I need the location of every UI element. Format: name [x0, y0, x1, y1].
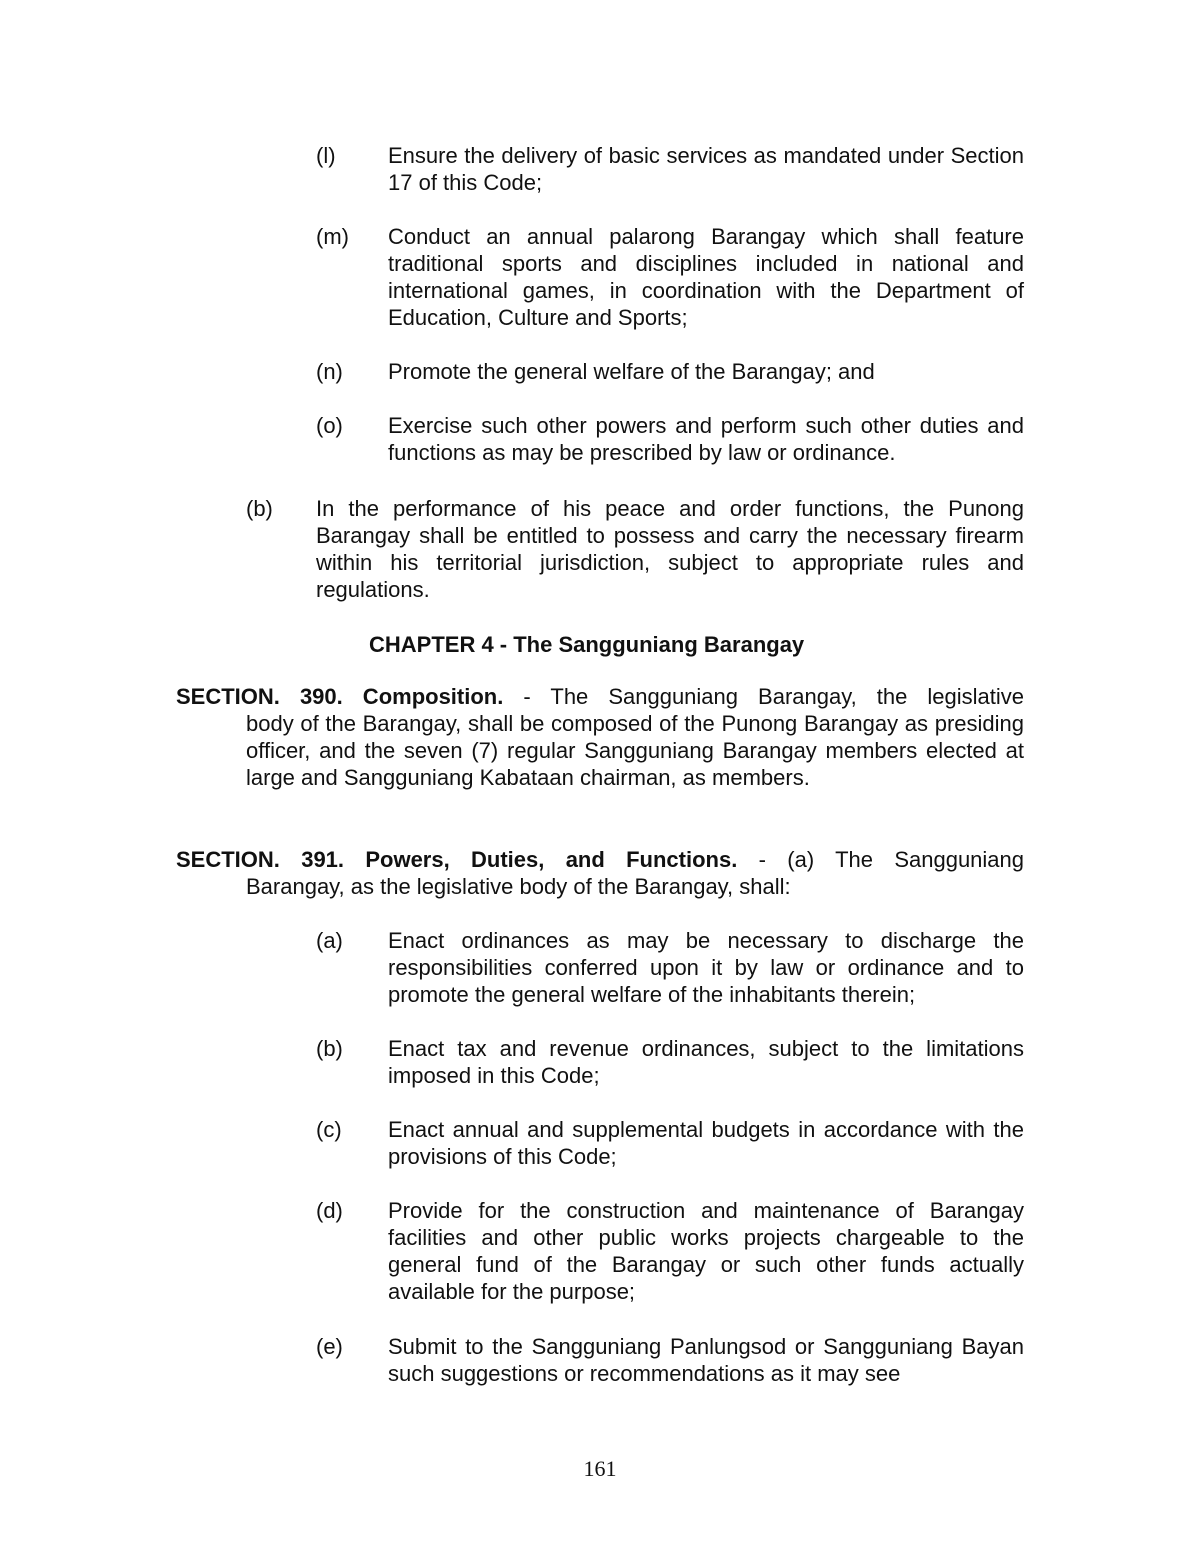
item-text: Enact ordinances as may be necessary to discharge the responsibilities conferred upon it by law or ordinance and to promote the general welfare of the inhabitants therein;	[388, 928, 1024, 1007]
section-391	[176, 846, 1024, 900]
list-item-m	[316, 223, 1024, 333]
item-label: (b)	[316, 1036, 343, 1061]
list-item-b	[316, 1035, 1024, 1091]
list-item-e	[316, 1333, 1024, 1389]
list-item-n	[316, 358, 1024, 386]
item-label: (l)	[316, 143, 336, 168]
item-label: (o)	[316, 413, 343, 438]
item-label: (e)	[316, 1334, 343, 1359]
section-title: SECTION. 391. Powers, Duties, and Functions.	[176, 847, 738, 872]
item-text: Enact tax and revenue ordinances, subject to the limitations imposed in this Code;	[388, 1036, 1024, 1088]
item-text: Promote the general welfare of the Barangay; and	[388, 359, 875, 384]
section-intro: - (a) The Sangguniang	[737, 847, 1025, 872]
item-text: Provide for the construction and maintenance of Barangay facilities and other public works projects chargeable to the general fund of the Barangay or such other funds actually available for the purpose;	[388, 1198, 1024, 1304]
list-item-c	[316, 1116, 1024, 1172]
item-text: Enact annual and supplemental budgets in accordance with the provisions of this Code;	[388, 1117, 1024, 1169]
item-text: In the performance of his peace and order functions, the Punong Barangay shall be entitled to possess and carry the necessary firearm within his territorial jurisdiction, subject to appropriate rules and regulations.	[316, 496, 1024, 602]
section-first-line	[176, 683, 1024, 710]
section-title: SECTION. 390. Composition.	[176, 684, 504, 709]
section-first-line	[176, 846, 1024, 873]
list-item-d	[316, 1197, 1024, 1307]
section-390	[176, 683, 1024, 791]
list-item-o	[316, 412, 1024, 468]
item-label: (a)	[316, 928, 343, 953]
chapter-heading: CHAPTER 4 - The Sangguniang Barangay	[369, 632, 805, 657]
list-item-l	[316, 142, 1024, 198]
section-body: body of the Barangay, shall be composed of the Punong Barangay as presiding officer, and the seven (7) regular Sangguniang Barangay members elected at large and Sangguniang Kabataan chairman, as members.	[246, 711, 1024, 790]
section-body: Barangay, as the legislative body of the Barangay, shall:	[246, 874, 791, 899]
section-intro: - The Sangguniang Barangay, the legislative	[503, 684, 1024, 709]
item-text: Ensure the delivery of basic services as mandated under Section 17 of this Code;	[388, 143, 1024, 195]
item-text: Conduct an annual palarong Barangay which shall feature traditional sports and disciplines included in national and international games, in coordination with the Department of Education, Culture and Sports;	[388, 224, 1024, 330]
page-number: 161	[583, 1456, 617, 1481]
item-label: (c)	[316, 1117, 342, 1142]
paragraph-b	[246, 495, 1024, 605]
item-label: (m)	[316, 224, 349, 249]
item-label: (d)	[316, 1198, 343, 1223]
item-text: Submit to the Sangguniang Panlungsod or Sangguniang Bayan such suggestions or recommendations as it may see	[388, 1334, 1024, 1386]
item-label: (b)	[246, 496, 273, 521]
list-item-a	[316, 927, 1024, 1011]
item-label: (n)	[316, 359, 343, 384]
item-text: Exercise such other powers and perform such other duties and functions as may be prescribed by law or ordinance.	[388, 413, 1024, 465]
